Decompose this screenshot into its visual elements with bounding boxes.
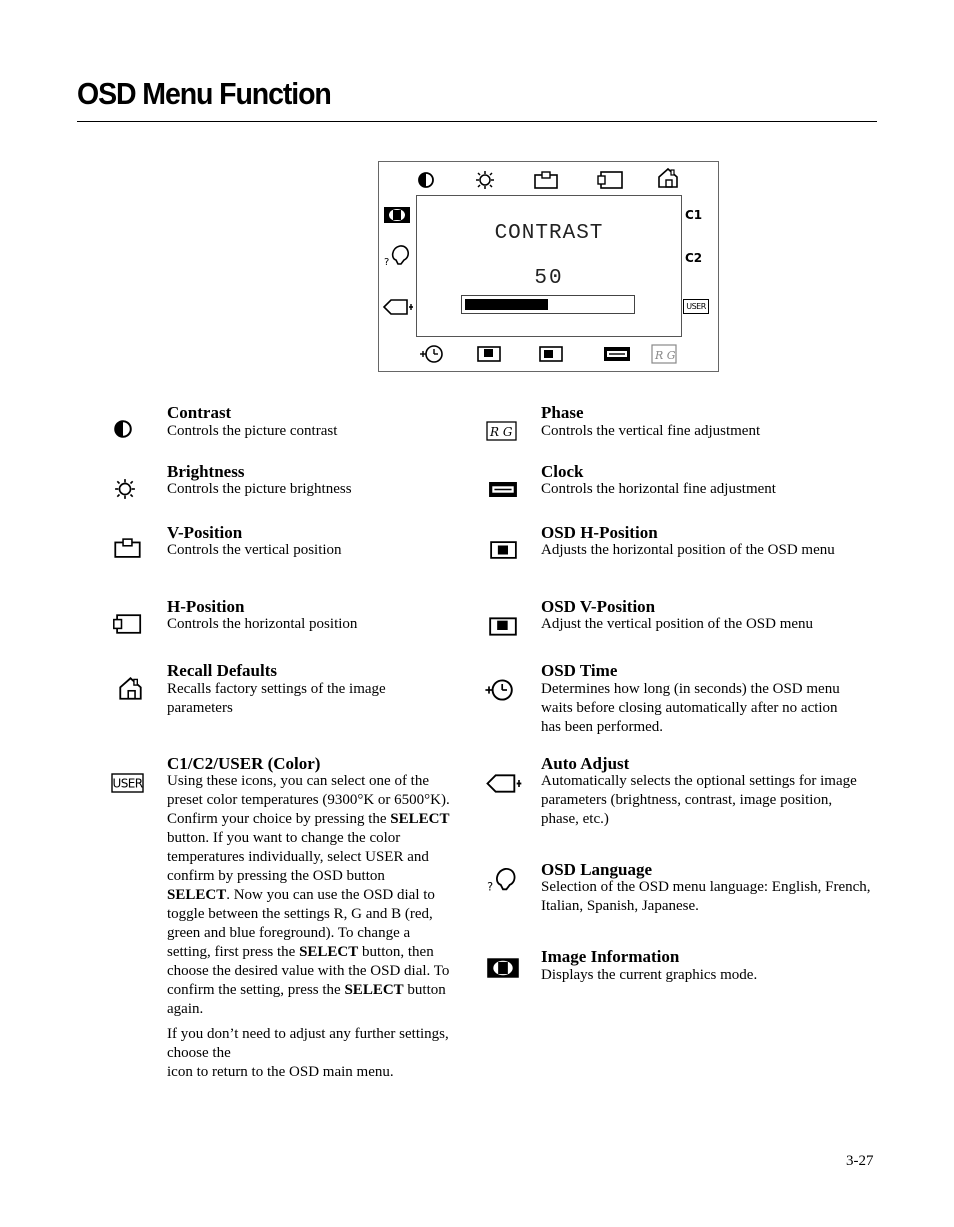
entry-description: Recalls factory settings of the image parameters — [167, 681, 386, 716]
recall-defaults-icon — [118, 676, 143, 701]
entry-title: Contrast — [167, 403, 232, 422]
osd-language-icon — [383, 240, 413, 268]
svg-text:?: ? — [384, 257, 390, 268]
osd-level-fill — [465, 299, 548, 310]
entry-title: Brightness — [167, 462, 245, 481]
entry-title: OSD H-Position — [541, 523, 658, 542]
v-position-icon — [534, 171, 558, 189]
entry-title: Recall Defaults — [167, 661, 278, 680]
entry-description: Automatically selects the optional settings for image parameters (brightness, contrast, image position, phase, etc.) — [541, 773, 857, 827]
image-information-icon — [486, 957, 520, 979]
return-instructions: If you don’t need to adjust any further settings, choose the icon to return to the OSD main menu. — [167, 1026, 449, 1080]
entry-title: Phase — [541, 403, 584, 422]
auto-adjust-icon — [383, 298, 415, 316]
entry-description: Controls the vertical fine adjustment — [541, 423, 761, 439]
c1-label: C1 — [685, 208, 703, 222]
osd-v-position-icon — [489, 616, 517, 637]
svg-text:USER: USER — [112, 776, 143, 791]
entry-description: Selection of the OSD menu language: English, French, Italian, Spanish, Japanese. — [541, 879, 871, 914]
h-position-icon — [112, 613, 142, 635]
osd-language-icon — [486, 862, 520, 894]
entry-description: Adjusts the horizontal position of the OSD menu — [541, 542, 835, 558]
user-label: USER — [683, 299, 709, 314]
color-instructions: Using these icons, you can select one of the preset color temperatures (9300°K or 6500°K). Confirm your choice by pressing the SELECT button. If you want to change the color temperatures individually, select USER and confirm by pressing the OSD button SELECT. Now you can use the OSD dial to toggle between the settings R, G and B (red, green and blue foreground). To change a setting, first press the SELECT button, then choose the desired value with the OSD dial. To confirm the setting, press the SELECT button again. — [167, 773, 450, 1017]
auto-adjust-icon — [486, 773, 524, 794]
entry-title: OSD V-Position — [541, 597, 656, 616]
entry-description — [167, 772, 450, 1082]
svg-text:R G: R G — [655, 349, 676, 362]
entry-title: OSD Language — [541, 860, 652, 879]
h-position-icon — [597, 170, 623, 190]
phase-icon — [486, 421, 517, 441]
osd-setting-label: CONTRAST — [494, 222, 604, 245]
osd-screen-illustration — [378, 161, 719, 372]
clock-icon — [488, 480, 518, 499]
entry-description: Controls the horizontal position — [167, 616, 358, 632]
entry-description: Controls the vertical position — [167, 542, 342, 558]
contrast-icon — [113, 419, 133, 439]
osd-time-icon — [484, 678, 518, 702]
osd-h-position-icon — [539, 346, 563, 362]
osd-h-position-icon — [490, 540, 517, 560]
brightness-icon — [475, 170, 495, 190]
osd-v-position-icon — [477, 346, 501, 362]
title-rule — [77, 121, 877, 122]
entry-title: Auto Adjust — [541, 754, 630, 773]
brightness-icon — [114, 478, 136, 500]
osd-time-icon — [419, 344, 447, 364]
entry-description: Controls the horizontal fine adjustment — [541, 481, 776, 497]
osd-display-panel — [416, 195, 682, 337]
contrast-icon — [417, 171, 435, 189]
image-information-icon — [383, 206, 411, 224]
entry-title: OSD Time — [541, 661, 618, 680]
entry-description: Controls the picture brightness — [167, 481, 352, 497]
entry-title: V-Position — [167, 523, 243, 542]
entry-description: Adjust the vertical position of the OSD menu — [541, 616, 814, 632]
user-color-icon — [111, 773, 144, 793]
entry-title: H-Position — [167, 597, 245, 616]
clock-icon — [603, 346, 631, 362]
c2-label: C2 — [685, 251, 703, 265]
entry-title: Image Information — [541, 947, 680, 966]
v-position-icon — [114, 538, 141, 558]
osd-setting-value: 50 — [534, 267, 564, 290]
svg-text:R G: R G — [490, 425, 513, 439]
entry-description: Controls the picture contrast — [167, 423, 338, 439]
recall-defaults-icon — [657, 167, 679, 189]
entry-title: Clock — [541, 462, 584, 481]
entry-description: Determines how long (in seconds) the OSD menu waits before closing automatically after no action has been performed. — [541, 681, 840, 735]
svg-text:?: ? — [487, 879, 494, 894]
page-number: 3-27 — [846, 1153, 874, 1169]
osd-level-bar — [461, 295, 635, 314]
entry-title: C1/C2/USER (Color) — [167, 754, 321, 773]
page-title: OSD Menu Function — [77, 76, 331, 111]
entry-description: Displays the current graphics mode. — [541, 967, 758, 983]
phase-icon — [651, 344, 677, 364]
